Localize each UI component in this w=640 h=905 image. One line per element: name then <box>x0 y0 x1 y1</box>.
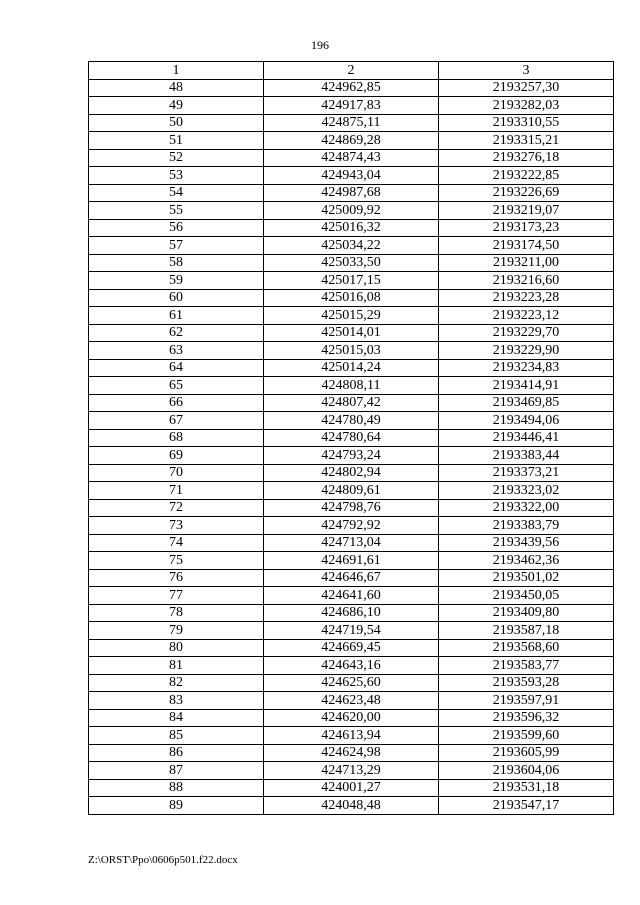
x-coordinate-cell: 424807,42 <box>264 394 439 412</box>
x-coordinate-cell: 425033,50 <box>264 254 439 272</box>
point-number-cell: 87 <box>89 762 264 780</box>
y-coordinate-cell: 2193323,02 <box>439 482 614 500</box>
point-number-cell: 60 <box>89 289 264 307</box>
x-coordinate-cell: 425014,01 <box>264 324 439 342</box>
point-number-cell: 74 <box>89 534 264 552</box>
table-row <box>89 412 614 430</box>
point-number-cell: 76 <box>89 569 264 587</box>
x-coordinate-cell: 425016,08 <box>264 289 439 307</box>
point-number-cell: 50 <box>89 114 264 132</box>
table-row <box>89 552 614 570</box>
x-coordinate-cell: 425017,15 <box>264 272 439 290</box>
table-row <box>89 762 614 780</box>
y-coordinate-cell: 2193604,06 <box>439 762 614 780</box>
column-header-1: 1 <box>89 62 264 80</box>
x-coordinate-cell: 424943,04 <box>264 167 439 185</box>
point-number-cell: 83 <box>89 692 264 710</box>
point-number-cell: 48 <box>89 79 264 97</box>
point-number-cell: 77 <box>89 587 264 605</box>
y-coordinate-cell: 2193596,32 <box>439 709 614 727</box>
table-row <box>89 604 614 622</box>
point-number-cell: 49 <box>89 97 264 115</box>
table-row <box>89 394 614 412</box>
x-coordinate-cell: 425014,24 <box>264 359 439 377</box>
point-number-cell: 53 <box>89 167 264 185</box>
point-number-cell: 82 <box>89 674 264 692</box>
y-coordinate-cell: 2193234,83 <box>439 359 614 377</box>
x-coordinate-cell: 424780,64 <box>264 429 439 447</box>
point-number-cell: 85 <box>89 727 264 745</box>
table-row <box>89 727 614 745</box>
x-coordinate-cell: 424643,16 <box>264 657 439 675</box>
y-coordinate-cell: 2193211,00 <box>439 254 614 272</box>
x-coordinate-cell: 424691,61 <box>264 552 439 570</box>
point-number-cell: 59 <box>89 272 264 290</box>
y-coordinate-cell: 2193222,85 <box>439 167 614 185</box>
table-row <box>89 184 614 202</box>
x-coordinate-cell: 424625,60 <box>264 674 439 692</box>
table-row <box>89 587 614 605</box>
y-coordinate-cell: 2193219,07 <box>439 202 614 220</box>
point-number-cell: 58 <box>89 254 264 272</box>
x-coordinate-cell: 425015,03 <box>264 342 439 360</box>
y-coordinate-cell: 2193223,12 <box>439 307 614 325</box>
y-coordinate-cell: 2193494,06 <box>439 412 614 430</box>
x-coordinate-cell: 424869,28 <box>264 132 439 150</box>
x-coordinate-cell: 424962,85 <box>264 79 439 97</box>
x-coordinate-cell: 424623,48 <box>264 692 439 710</box>
x-coordinate-cell: 424780,49 <box>264 412 439 430</box>
point-number-cell: 79 <box>89 622 264 640</box>
point-number-cell: 63 <box>89 342 264 360</box>
x-coordinate-cell: 424001,27 <box>264 779 439 797</box>
table-row <box>89 219 614 237</box>
x-coordinate-cell: 424686,10 <box>264 604 439 622</box>
y-coordinate-cell: 2193383,44 <box>439 447 614 465</box>
column-header-3: 3 <box>439 62 614 80</box>
y-coordinate-cell: 2193605,99 <box>439 744 614 762</box>
table-row <box>89 674 614 692</box>
y-coordinate-cell: 2193223,28 <box>439 289 614 307</box>
point-number-cell: 88 <box>89 779 264 797</box>
table-row <box>89 622 614 640</box>
y-coordinate-cell: 2193282,03 <box>439 97 614 115</box>
x-coordinate-cell: 424048,48 <box>264 797 439 815</box>
x-coordinate-cell: 424987,68 <box>264 184 439 202</box>
footer-file-path: Z:\ORST\Ppo\0606p501.f22.docx <box>88 854 238 866</box>
table-body <box>89 62 614 815</box>
y-coordinate-cell: 2193583,77 <box>439 657 614 675</box>
y-coordinate-cell: 2193501,02 <box>439 569 614 587</box>
page-number: 196 <box>311 38 329 52</box>
column-header-2: 2 <box>264 62 439 80</box>
y-coordinate-cell: 2193568,60 <box>439 639 614 657</box>
point-number-cell: 66 <box>89 394 264 412</box>
table-row <box>89 114 614 132</box>
x-coordinate-cell: 424613,94 <box>264 727 439 745</box>
x-coordinate-cell: 424802,94 <box>264 464 439 482</box>
point-number-cell: 62 <box>89 324 264 342</box>
x-coordinate-cell: 424646,67 <box>264 569 439 587</box>
point-number-cell: 73 <box>89 517 264 535</box>
table-row <box>89 359 614 377</box>
table-row <box>89 377 614 395</box>
table-row <box>89 289 614 307</box>
y-coordinate-cell: 2193531,18 <box>439 779 614 797</box>
point-number-cell: 61 <box>89 307 264 325</box>
y-coordinate-cell: 2193587,18 <box>439 622 614 640</box>
table-row <box>89 307 614 325</box>
table-row <box>89 254 614 272</box>
table-row <box>89 447 614 465</box>
table-row <box>89 569 614 587</box>
table-row <box>89 709 614 727</box>
y-coordinate-cell: 2193229,90 <box>439 342 614 360</box>
table-row <box>89 657 614 675</box>
x-coordinate-cell: 424808,11 <box>264 377 439 395</box>
y-coordinate-cell: 2193226,69 <box>439 184 614 202</box>
x-coordinate-cell: 424793,24 <box>264 447 439 465</box>
x-coordinate-cell: 424624,98 <box>264 744 439 762</box>
x-coordinate-cell: 425034,22 <box>264 237 439 255</box>
y-coordinate-cell: 2193174,50 <box>439 237 614 255</box>
y-coordinate-cell: 2193446,41 <box>439 429 614 447</box>
x-coordinate-cell: 424713,29 <box>264 762 439 780</box>
y-coordinate-cell: 2193409,80 <box>439 604 614 622</box>
table-row <box>89 202 614 220</box>
point-number-cell: 70 <box>89 464 264 482</box>
y-coordinate-cell: 2193229,70 <box>439 324 614 342</box>
table-row <box>89 797 614 815</box>
y-coordinate-cell: 2193597,91 <box>439 692 614 710</box>
point-number-cell: 69 <box>89 447 264 465</box>
x-coordinate-cell: 424809,61 <box>264 482 439 500</box>
y-coordinate-cell: 2193414,91 <box>439 377 614 395</box>
point-number-cell: 78 <box>89 604 264 622</box>
table-row <box>89 499 614 517</box>
point-number-cell: 80 <box>89 639 264 657</box>
x-coordinate-cell: 424874,43 <box>264 149 439 167</box>
x-coordinate-cell: 425015,29 <box>264 307 439 325</box>
y-coordinate-cell: 2193276,18 <box>439 149 614 167</box>
table-header-row <box>89 62 614 80</box>
y-coordinate-cell: 2193216,60 <box>439 272 614 290</box>
y-coordinate-cell: 2193383,79 <box>439 517 614 535</box>
point-number-cell: 71 <box>89 482 264 500</box>
x-coordinate-cell: 424917,83 <box>264 97 439 115</box>
table-row <box>89 779 614 797</box>
point-number-cell: 54 <box>89 184 264 202</box>
x-coordinate-cell: 424669,45 <box>264 639 439 657</box>
y-coordinate-cell: 2193599,60 <box>439 727 614 745</box>
point-number-cell: 52 <box>89 149 264 167</box>
y-coordinate-cell: 2193439,56 <box>439 534 614 552</box>
point-number-cell: 57 <box>89 237 264 255</box>
point-number-cell: 89 <box>89 797 264 815</box>
table-row <box>89 79 614 97</box>
x-coordinate-cell: 424713,04 <box>264 534 439 552</box>
y-coordinate-cell: 2193462,36 <box>439 552 614 570</box>
point-number-cell: 51 <box>89 132 264 150</box>
point-number-cell: 67 <box>89 412 264 430</box>
y-coordinate-cell: 2193450,05 <box>439 587 614 605</box>
x-coordinate-cell: 424792,92 <box>264 517 439 535</box>
table-row <box>89 464 614 482</box>
table-row <box>89 342 614 360</box>
y-coordinate-cell: 2193310,55 <box>439 114 614 132</box>
table-row <box>89 692 614 710</box>
y-coordinate-cell: 2193547,17 <box>439 797 614 815</box>
coordinates-table <box>88 61 614 815</box>
table-row <box>89 149 614 167</box>
point-number-cell: 72 <box>89 499 264 517</box>
table-row <box>89 534 614 552</box>
point-number-cell: 86 <box>89 744 264 762</box>
y-coordinate-cell: 2193469,85 <box>439 394 614 412</box>
x-coordinate-cell: 424875,11 <box>264 114 439 132</box>
x-coordinate-cell: 424798,76 <box>264 499 439 517</box>
table-row <box>89 97 614 115</box>
table-row <box>89 272 614 290</box>
point-number-cell: 65 <box>89 377 264 395</box>
y-coordinate-cell: 2193322,00 <box>439 499 614 517</box>
point-number-cell: 75 <box>89 552 264 570</box>
table-row <box>89 324 614 342</box>
table-row <box>89 639 614 657</box>
y-coordinate-cell: 2193315,21 <box>439 132 614 150</box>
table-row <box>89 744 614 762</box>
table-row <box>89 132 614 150</box>
point-number-cell: 68 <box>89 429 264 447</box>
table-row <box>89 237 614 255</box>
x-coordinate-cell: 424620,00 <box>264 709 439 727</box>
table-row <box>89 517 614 535</box>
y-coordinate-cell: 2193373,21 <box>439 464 614 482</box>
table-row <box>89 429 614 447</box>
table-row <box>89 482 614 500</box>
point-number-cell: 84 <box>89 709 264 727</box>
point-number-cell: 56 <box>89 219 264 237</box>
y-coordinate-cell: 2193173,23 <box>439 219 614 237</box>
x-coordinate-cell: 425009,92 <box>264 202 439 220</box>
x-coordinate-cell: 424641,60 <box>264 587 439 605</box>
point-number-cell: 55 <box>89 202 264 220</box>
table-row <box>89 167 614 185</box>
y-coordinate-cell: 2193593,28 <box>439 674 614 692</box>
y-coordinate-cell: 2193257,30 <box>439 79 614 97</box>
point-number-cell: 64 <box>89 359 264 377</box>
x-coordinate-cell: 425016,32 <box>264 219 439 237</box>
point-number-cell: 81 <box>89 657 264 675</box>
x-coordinate-cell: 424719,54 <box>264 622 439 640</box>
